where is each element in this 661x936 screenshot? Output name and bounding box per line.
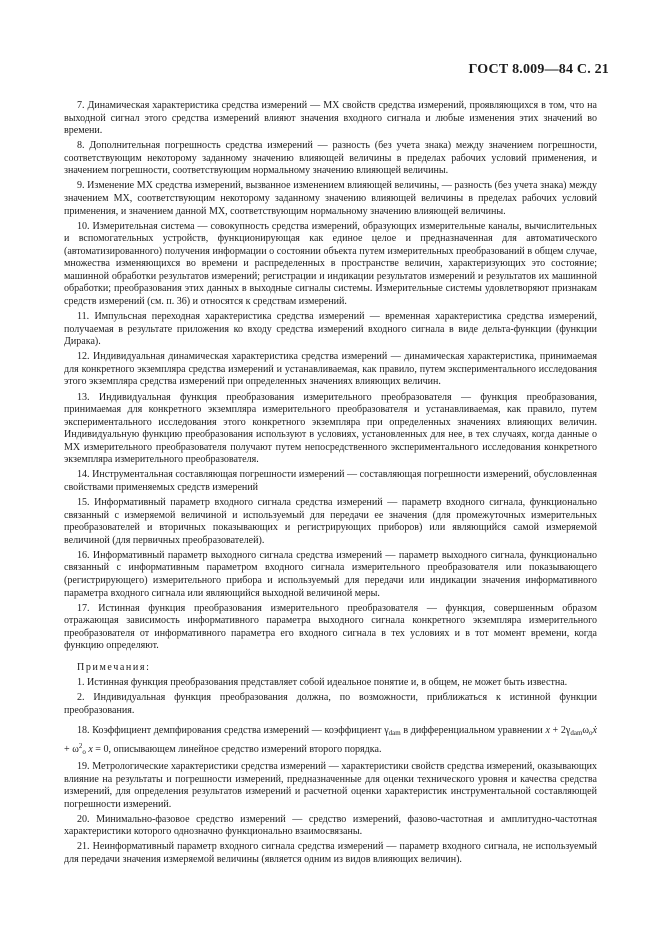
eq-omega2-sub: o	[82, 747, 86, 756]
document-body	[64, 100, 597, 869]
eq-xdot: ẋ	[592, 725, 597, 737]
paragraph-7: 7. Динамическая характеристика средства измерений — МХ свойств средства измерений, проявляющихся в том, что на выходной сигнал этого средства измерений влияют значения входного сигнала и любые изменения этих значений во времени.	[64, 100, 597, 137]
paragraph-18	[64, 725, 597, 758]
eq-plus1: + 2	[549, 725, 566, 737]
page-header: ГОСТ 8.009—84 С. 21	[468, 62, 609, 77]
paragraph-9: 9. Изменение МХ средства измерений, вызванное изменением влияющей величины, — разность (без учета знака) между значением МХ, соответствующим некоторому заданному значению влияющей величины в пределах рабочих условий применения, и значением данной МХ, соответствующим нормальному значению влияющей величины.	[64, 180, 597, 217]
eq-omega-sub: o	[589, 729, 593, 738]
paragraph-8: 8. Дополнительная погрешность средства измерений — разность (без учета знака) между значением погрешности, соответствующим некоторому заданному значению влияющей величины в пределах рабочих условий применения, и значением погрешности, соответствующим нормальному значению влияющей величины.	[64, 140, 597, 177]
paragraph-16: 16. Информативный параметр выходного сигнала средства измерений — параметр выходного сигнала, функционально связанный с информативным параметром входного сигнала измерительного преобразователя или показывающего (регистрирующего) измерительного прибора и используемый для передачи или индикации значения информативного параметра входного сигнала или являющийся выходной величиной меры.	[64, 549, 597, 599]
paragraph-10: 10. Измерительная система — совокупность средства измерений, образующих измерительные каналы, вычислительных и вспомогательных устройств, функционирующая как единое целое и предназначенная для автоматического (автоматизированного) получения информации о состоянии объекта путем измерительных преобразований в общем случае, множества изменяющихся во времени и распределенных в пространстве величин, характеризующих это состояние; машинной обработки результатов измерений; регистрации и индикации результатов измерений и результатов их машинной обработки; преобразования этих данных в выходные сигналы системы. Измерительные системы удовлетворяют признакам средств измерений (см. п. 36) и относятся к средствам измерений.	[64, 220, 597, 307]
note-1: 1. Истинная функция преобразования представляет собой идеальное понятие и, в общем, не может быть известна.	[77, 677, 568, 689]
eq-omega2: ω	[72, 743, 79, 755]
paragraph-21: 21. Неинформативный параметр входного сигнала средства измерений — параметр входного сигнала, не используемый для передачи значения измеряемой величины (является одним из видов влияющих величин).	[64, 841, 597, 865]
damping-symbol: γ	[384, 725, 389, 737]
paragraph-14: 14. Инструментальная составляющая погрешности измерений — составляющая погрешности измерений, обусловленная свойствами применяемых средств измерений	[64, 469, 597, 494]
paragraph-20: 20. Минимально-фазовое средство измерений — средство измерений, фазово-частотная и амплитудно-частотная характеристики которого однозначно функционально взаимосвязаны.	[64, 813, 597, 838]
eq-x2: x	[85, 743, 93, 755]
paragraph-19: 19. Метрологические характеристики средства измерений — характеристики свойств средства измерений, оказывающих влияние на результаты и погрешности измерений, предназначенные для оценки технического уровня и качества средства измерений, для определения результатов измерений и расчетной оценки характеристик инструментальной составляющей погрешности измерений.	[64, 760, 597, 810]
p18-lead: 18. Коэффициент демпфирования средства измерений — коэффициент	[77, 725, 385, 737]
note-2: 2. Индивидуальная функция преобразования должна, по возможности, приближаться к истинной функции преобразования.	[64, 692, 597, 716]
paragraph-11: 11. Импульсная переходная характеристика средства измерений — временная характеристика средства измерений, получаемая в результате приложения ко входу средства измерений входного сигнала в виде дельта-функции (функции Дирака).	[64, 311, 597, 348]
eq-x: x	[545, 725, 550, 737]
paragraph-13: 13. Индивидуальная функция преобразования измерительного преобразователя — функция преобразования, принимаемая для конкретного экземпляра измерительного преобразователя и устанавливаемая, как правило, путем экспериментального исследования этого конкретного экземпляра при определенных значениях влияющих величин. Индивидуальную функцию преобразования используют в условиях, установленных для нее, в тех случаях, когда данные о МХ измерительного преобразователя получают путем непосредственного экспериментального исследования конкретного экземпляра измерительного преобразователя.	[64, 391, 597, 466]
p18-mid: в дифференциальном уравнении	[400, 725, 546, 737]
eq-gamma: γ	[565, 725, 571, 737]
eq-plus2: +	[64, 743, 73, 755]
paragraph-15: 15. Информативный параметр входного сигнала средства измерений — параметр входного сигнала, функционально связанный с измеряемой величиной и используемый для передачи ее значения (для промежуточных измерительных преобразователей и вторичных показывающих и регистрирующих приборов) или являющийся самой измеряемой величиной (для первичных преобразователей).	[64, 497, 597, 546]
eq-omega: ω	[582, 725, 590, 737]
paragraph-12: 12. Индивидуальная динамическая характеристика средства измерений — динамическая характеристика, принимаемая для конкретного экземпляра средства измерений и устанавливаемая, как правило, путем экспериментального исследования этого экземпляра средства измерений при определенных значениях влияющих величин.	[64, 351, 597, 388]
paragraph-17: 17. Истинная функция преобразования измерительного преобразователя — функция, совершенным образом отражающая зависимость информативного параметра выходного сигнала конкретного экземпляра измерительного преобразователя от информативного параметра его входного сигнала в тех условиях и в тот момент времени, когда функцию определяют.	[64, 602, 597, 652]
damping-sub: dam	[388, 729, 401, 738]
eq-omega2-sup: 2	[78, 741, 83, 750]
p18-tail: , описывающем линейное средство измерений второго порядка.	[108, 743, 382, 755]
eq-end: = 0	[92, 743, 109, 755]
eq-gamma-sub: dam	[570, 729, 583, 738]
notes-title: Примечания:	[77, 661, 151, 673]
